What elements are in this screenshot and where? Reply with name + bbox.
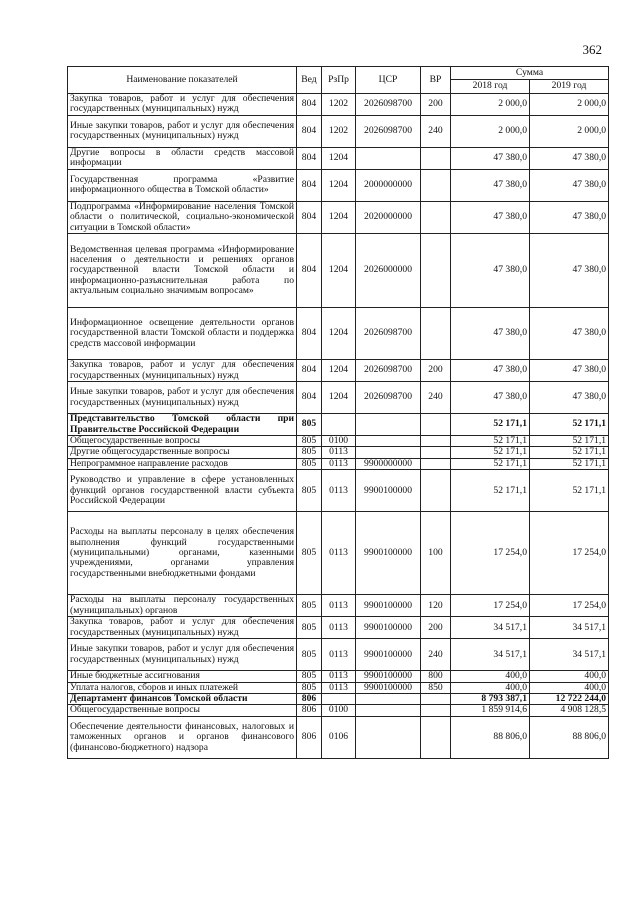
cell-vr: 100: [421, 512, 451, 595]
cell-y2018: 8 793 387,1: [451, 694, 530, 705]
header-name: Наименование показателей: [68, 67, 297, 94]
cell-y2019: 52 171,1: [530, 470, 609, 512]
cell-name: Закупка товаров, работ и услуг для обеспечения государственных (муниципальных) нужд: [68, 93, 297, 115]
header-year-2019: 2019 год: [530, 80, 609, 93]
table-row: [68, 671, 609, 682]
cell-ved: 804: [297, 201, 322, 233]
cell-vr: 240: [421, 382, 451, 414]
table-row: [68, 414, 609, 436]
cell-name: Иные бюджетные ассигнования: [68, 671, 297, 682]
cell-csr: 9900100000: [356, 639, 421, 671]
cell-ved: 805: [297, 447, 322, 458]
cell-ved: 804: [297, 115, 322, 147]
cell-csr: [356, 447, 421, 458]
budget-table: [67, 66, 609, 759]
table-row: [68, 617, 609, 639]
cell-y2019: 47 380,0: [530, 382, 609, 414]
table-row: [68, 705, 609, 716]
cell-vr: [421, 308, 451, 360]
table-row: [68, 694, 609, 705]
cell-name: Обеспечение деятельности финансовых, налоговых и таможенных органов и органов финансового (финансово-бюджетного) надзора: [68, 716, 297, 758]
cell-name: Другие вопросы в области средств массовой информации: [68, 147, 297, 169]
table-row: [68, 470, 609, 512]
cell-ved: 806: [297, 716, 322, 758]
cell-csr: [356, 436, 421, 447]
table-row: [68, 93, 609, 115]
cell-vr: [421, 694, 451, 705]
cell-ved: 804: [297, 93, 322, 115]
cell-rzpr: 1204: [322, 169, 356, 201]
cell-vr: [421, 705, 451, 716]
cell-y2019: 4 908 128,5: [530, 705, 609, 716]
cell-y2019: 2 000,0: [530, 93, 609, 115]
cell-y2018: 34 517,1: [451, 639, 530, 671]
cell-y2018: 52 171,1: [451, 436, 530, 447]
cell-ved: 805: [297, 470, 322, 512]
table-row: [68, 512, 609, 595]
cell-vr: [421, 436, 451, 447]
table-row: [68, 147, 609, 169]
cell-y2019: 52 171,1: [530, 447, 609, 458]
cell-y2018: 47 380,0: [451, 147, 530, 169]
cell-name: Расходы на выплаты персоналу в целях обеспечения выполнения функций государственными (муниципальными) органами, казенными учреждениями, органами управления государственными внебюджетными фондами: [68, 512, 297, 595]
cell-csr: 9900100000: [356, 682, 421, 693]
cell-ved: 805: [297, 414, 322, 436]
table-row: [68, 201, 609, 233]
cell-y2019: 52 171,1: [530, 458, 609, 469]
cell-ved: 804: [297, 234, 322, 308]
cell-vr: [421, 447, 451, 458]
cell-y2018: 88 806,0: [451, 716, 530, 758]
cell-csr: 2026098700: [356, 360, 421, 382]
cell-csr: 2000000000: [356, 169, 421, 201]
cell-name: Департамент финансов Томской области: [68, 694, 297, 705]
cell-vr: 200: [421, 617, 451, 639]
cell-csr: 2026098700: [356, 93, 421, 115]
cell-y2019: 88 806,0: [530, 716, 609, 758]
cell-name: Иные закупки товаров, работ и услуг для обеспечения государственных (муниципальных) нужд: [68, 115, 297, 147]
cell-vr: [421, 470, 451, 512]
cell-rzpr: 0113: [322, 639, 356, 671]
cell-ved: 805: [297, 436, 322, 447]
cell-ved: 804: [297, 169, 322, 201]
cell-csr: 9900100000: [356, 512, 421, 595]
cell-name: Информационное освещение деятельности органов государственной власти Томской области и поддержка средств массовой информации: [68, 308, 297, 360]
cell-y2018: 2 000,0: [451, 115, 530, 147]
cell-y2019: 17 254,0: [530, 512, 609, 595]
cell-y2018: 52 171,1: [451, 470, 530, 512]
cell-name: Государственная программа «Развитие информационного общества в Томской области»: [68, 169, 297, 201]
cell-name: Общегосударственные вопросы: [68, 436, 297, 447]
cell-csr: 2026098700: [356, 115, 421, 147]
cell-vr: [421, 234, 451, 308]
cell-name: Закупка товаров, работ и услуг для обеспечения государственных (муниципальных) нужд: [68, 360, 297, 382]
cell-rzpr: 0113: [322, 682, 356, 693]
cell-vr: 240: [421, 639, 451, 671]
cell-ved: 806: [297, 705, 322, 716]
cell-rzpr: 1202: [322, 115, 356, 147]
table-row: [68, 234, 609, 308]
cell-vr: [421, 147, 451, 169]
cell-name: Руководство и управление в сфере установленных функций органов государственной власти субъекта Российской Федерации: [68, 470, 297, 512]
header-csr: ЦСР: [356, 67, 421, 94]
cell-name: Ведомственная целевая программа «Информирование населения о деятельности и решениях органов государственной власти Томской области и информационно-разъяснительная работа по актуальным социально значимым вопросам»: [68, 234, 297, 308]
cell-rzpr: 1204: [322, 308, 356, 360]
cell-csr: [356, 694, 421, 705]
header-rzpr: РзПр: [322, 67, 356, 94]
cell-csr: 2026098700: [356, 382, 421, 414]
cell-vr: [421, 201, 451, 233]
table-row: [68, 382, 609, 414]
cell-name: Закупка товаров, работ и услуг для обеспечения государственных (муниципальных) нужд: [68, 617, 297, 639]
cell-name: Непрограммное направление расходов: [68, 458, 297, 469]
cell-y2018: 52 171,1: [451, 458, 530, 469]
cell-y2019: 400,0: [530, 671, 609, 682]
cell-ved: 805: [297, 595, 322, 617]
cell-csr: [356, 716, 421, 758]
cell-csr: 9900100000: [356, 617, 421, 639]
cell-csr: 9900100000: [356, 470, 421, 512]
cell-ved: 804: [297, 382, 322, 414]
cell-y2019: 52 171,1: [530, 414, 609, 436]
cell-y2019: 17 254,0: [530, 595, 609, 617]
header-vr: ВР: [421, 67, 451, 94]
table-row: [68, 169, 609, 201]
table-row: [68, 639, 609, 671]
cell-vr: 120: [421, 595, 451, 617]
cell-y2019: 47 380,0: [530, 147, 609, 169]
cell-y2018: 47 380,0: [451, 382, 530, 414]
cell-vr: 800: [421, 671, 451, 682]
cell-rzpr: 1204: [322, 360, 356, 382]
cell-y2018: 400,0: [451, 682, 530, 693]
cell-y2019: 47 380,0: [530, 234, 609, 308]
cell-rzpr: 0113: [322, 512, 356, 595]
cell-vr: [421, 414, 451, 436]
cell-y2019: 47 380,0: [530, 169, 609, 201]
cell-name: Иные закупки товаров, работ и услуг для обеспечения государственных (муниципальных) нужд: [68, 382, 297, 414]
cell-y2019: 34 517,1: [530, 617, 609, 639]
cell-vr: [421, 716, 451, 758]
table-body: [68, 93, 609, 758]
cell-y2018: 52 171,1: [451, 414, 530, 436]
cell-rzpr: 0113: [322, 458, 356, 469]
cell-ved: 805: [297, 458, 322, 469]
cell-vr: 200: [421, 360, 451, 382]
cell-rzpr: 0113: [322, 447, 356, 458]
cell-rzpr: 0106: [322, 716, 356, 758]
cell-csr: [356, 414, 421, 436]
cell-ved: 804: [297, 360, 322, 382]
cell-rzpr: 1204: [322, 147, 356, 169]
table-row: [68, 595, 609, 617]
cell-vr: [421, 458, 451, 469]
cell-y2018: 47 380,0: [451, 234, 530, 308]
cell-y2019: 47 380,0: [530, 201, 609, 233]
cell-y2018: 34 517,1: [451, 617, 530, 639]
cell-rzpr: 1204: [322, 382, 356, 414]
cell-y2019: 12 722 244,0: [530, 694, 609, 705]
cell-csr: 9900100000: [356, 671, 421, 682]
cell-ved: 805: [297, 639, 322, 671]
cell-rzpr: 0113: [322, 671, 356, 682]
cell-y2018: 47 380,0: [451, 169, 530, 201]
cell-csr: 9900000000: [356, 458, 421, 469]
cell-vr: 240: [421, 115, 451, 147]
cell-rzpr: 0100: [322, 705, 356, 716]
cell-y2018: 2 000,0: [451, 93, 530, 115]
cell-y2019: 34 517,1: [530, 639, 609, 671]
cell-csr: 9900100000: [356, 595, 421, 617]
cell-ved: 804: [297, 147, 322, 169]
cell-rzpr: 0100: [322, 436, 356, 447]
cell-rzpr: 1204: [322, 201, 356, 233]
cell-vr: 850: [421, 682, 451, 693]
header-year-2018: 2018 год: [451, 80, 530, 93]
table-row: [68, 447, 609, 458]
cell-rzpr: 1204: [322, 234, 356, 308]
cell-name: Общегосударственные вопросы: [68, 705, 297, 716]
cell-name: Иные закупки товаров, работ и услуг для обеспечения государственных (муниципальных) нужд: [68, 639, 297, 671]
cell-rzpr: 0113: [322, 595, 356, 617]
cell-name: Уплата налогов, сборов и иных платежей: [68, 682, 297, 693]
cell-ved: 805: [297, 512, 322, 595]
table-row: [68, 360, 609, 382]
page-number: 362: [582, 42, 602, 57]
cell-y2019: 52 171,1: [530, 436, 609, 447]
cell-y2018: 47 380,0: [451, 201, 530, 233]
cell-y2018: 47 380,0: [451, 360, 530, 382]
cell-name: Расходы на выплаты персоналу государственных (муниципальных) органов: [68, 595, 297, 617]
cell-ved: 805: [297, 617, 322, 639]
cell-y2019: 47 380,0: [530, 308, 609, 360]
header-sum: Сумма: [451, 67, 609, 80]
cell-rzpr: 1202: [322, 93, 356, 115]
cell-ved: 805: [297, 671, 322, 682]
cell-y2018: 400,0: [451, 671, 530, 682]
table-header: [68, 67, 609, 94]
cell-y2019: 47 380,0: [530, 360, 609, 382]
cell-rzpr: [322, 694, 356, 705]
table-row: [68, 436, 609, 447]
cell-rzpr: 0113: [322, 470, 356, 512]
cell-y2018: 47 380,0: [451, 308, 530, 360]
cell-y2018: 52 171,1: [451, 447, 530, 458]
cell-vr: 200: [421, 93, 451, 115]
cell-y2018: 17 254,0: [451, 595, 530, 617]
table-row: [68, 115, 609, 147]
cell-rzpr: 0113: [322, 617, 356, 639]
cell-y2019: 400,0: [530, 682, 609, 693]
table-row: [68, 458, 609, 469]
cell-csr: 2020000000: [356, 201, 421, 233]
cell-vr: [421, 169, 451, 201]
cell-ved: 806: [297, 694, 322, 705]
cell-name: Представительство Томской области при Правительстве Российской Федерации: [68, 414, 297, 436]
cell-csr: [356, 705, 421, 716]
cell-csr: [356, 147, 421, 169]
cell-ved: 805: [297, 682, 322, 693]
cell-y2018: 17 254,0: [451, 512, 530, 595]
cell-name: Подпрограмма «Информирование населения Томской области о политической, социально-экономической ситуации в Томской области»: [68, 201, 297, 233]
table-row: [68, 682, 609, 693]
cell-y2019: 2 000,0: [530, 115, 609, 147]
cell-csr: 2026098700: [356, 308, 421, 360]
cell-rzpr: [322, 414, 356, 436]
table-row: [68, 716, 609, 758]
cell-y2018: 1 859 914,6: [451, 705, 530, 716]
cell-csr: 2026000000: [356, 234, 421, 308]
header-ved: Вед: [297, 67, 322, 94]
table-row: [68, 308, 609, 360]
cell-name: Другие общегосударственные вопросы: [68, 447, 297, 458]
cell-ved: 804: [297, 308, 322, 360]
